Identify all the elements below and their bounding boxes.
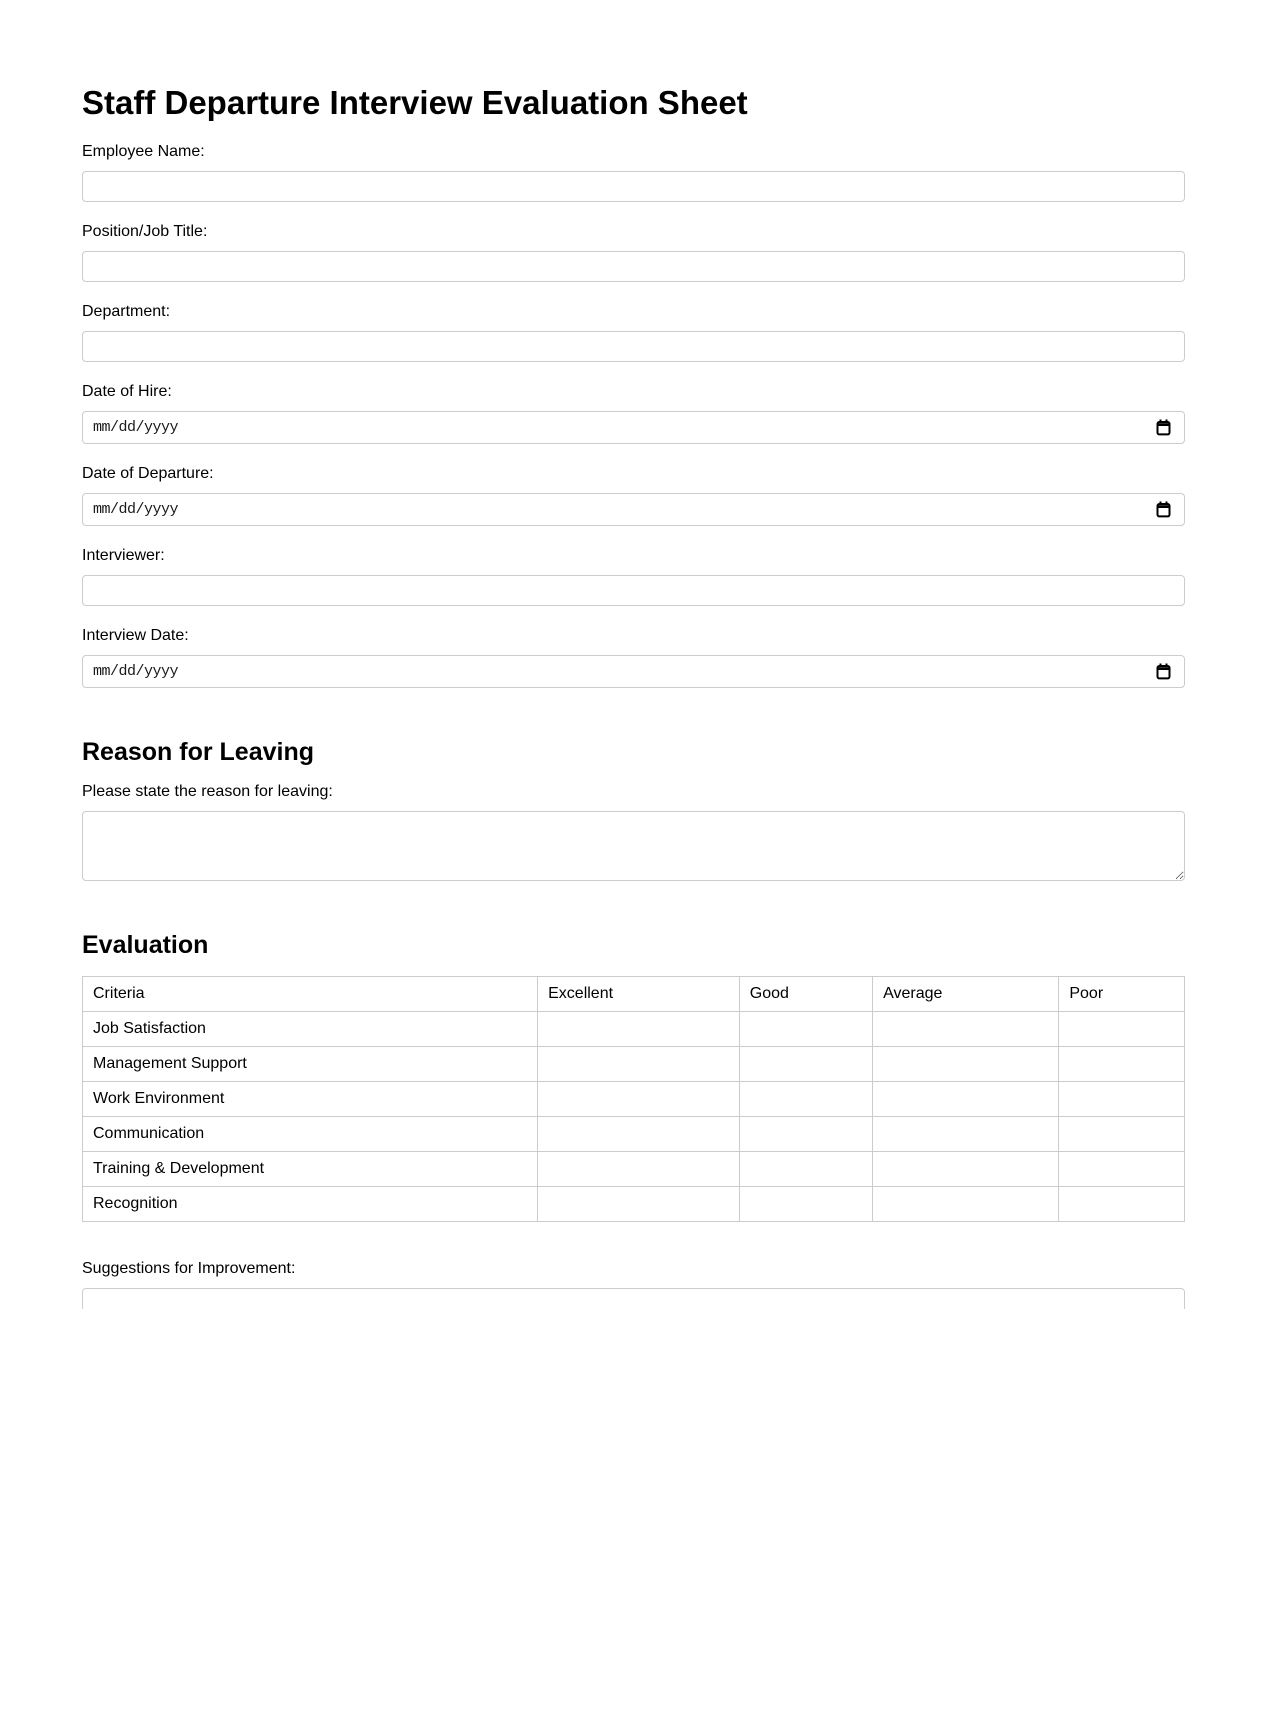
- field-interview-date: [82, 627, 1185, 688]
- rating-cell: [873, 1116, 1059, 1151]
- rating-cell: [739, 1011, 872, 1046]
- interviewer-label: Interviewer:: [82, 546, 165, 564]
- department-input[interactable]: [82, 331, 1185, 362]
- rating-cell: [739, 1116, 872, 1151]
- rating-cell: [538, 1116, 740, 1151]
- field-date-of-departure: [82, 465, 1185, 526]
- rating-cell: [1059, 1011, 1185, 1046]
- employee-name-input[interactable]: [82, 171, 1185, 202]
- interview-date-input[interactable]: [82, 655, 1185, 688]
- rating-cell: [1059, 1046, 1185, 1081]
- date-placeholder: mm/dd/yyyy: [93, 662, 179, 680]
- reason-prompt-label: Please state the reason for leaving:: [82, 782, 333, 800]
- criteria-cell: Work Environment: [83, 1081, 538, 1116]
- criteria-cell: Job Satisfaction: [83, 1011, 538, 1046]
- suggestions-textarea[interactable]: [82, 1288, 1185, 1309]
- interview-date-label: Interview Date:: [82, 626, 189, 644]
- table-row: [83, 1011, 1185, 1046]
- position-label: Position/Job Title:: [82, 222, 208, 240]
- rating-cell: [739, 1046, 872, 1081]
- date-placeholder: mm/dd/yyyy: [93, 418, 179, 436]
- field-position: [82, 223, 1185, 282]
- rating-cell: [873, 1011, 1059, 1046]
- header-excellent: Excellent: [538, 976, 740, 1011]
- table-row: [83, 1081, 1185, 1116]
- header-poor: Poor: [1059, 976, 1185, 1011]
- table-row: [83, 1186, 1185, 1221]
- rating-cell: [873, 1151, 1059, 1186]
- rating-cell: [873, 1186, 1059, 1221]
- rating-cell: [1059, 1151, 1185, 1186]
- header-average: Average: [873, 976, 1059, 1011]
- header-criteria: Criteria: [83, 976, 538, 1011]
- date-placeholder: mm/dd/yyyy: [93, 500, 179, 518]
- reason-textarea[interactable]: [82, 811, 1185, 881]
- evaluation-table: [82, 976, 1185, 1222]
- rating-cell: [1059, 1081, 1185, 1116]
- rating-cell: [873, 1046, 1059, 1081]
- rating-cell: [739, 1081, 872, 1116]
- field-department: [82, 303, 1185, 362]
- rating-cell: [1059, 1186, 1185, 1221]
- criteria-cell: Management Support: [83, 1046, 538, 1081]
- calendar-icon[interactable]: [1153, 417, 1174, 438]
- criteria-cell: Recognition: [83, 1186, 538, 1221]
- table-row: [83, 1151, 1185, 1186]
- field-date-of-hire: [82, 383, 1185, 444]
- reason-section-heading: Reason for Leaving: [82, 737, 314, 766]
- suggestions-label: Suggestions for Improvement:: [82, 1259, 296, 1277]
- header-good: Good: [739, 976, 872, 1011]
- date-of-departure-label: Date of Departure:: [82, 464, 214, 482]
- interviewer-input[interactable]: [82, 575, 1185, 606]
- rating-cell: [739, 1186, 872, 1221]
- table-row: [83, 1116, 1185, 1151]
- calendar-icon[interactable]: [1153, 661, 1174, 682]
- criteria-cell: Communication: [83, 1116, 538, 1151]
- date-of-hire-label: Date of Hire:: [82, 382, 172, 400]
- table-row: [83, 1046, 1185, 1081]
- rating-cell: [538, 1186, 740, 1221]
- rating-cell: [739, 1151, 872, 1186]
- employee-name-label: Employee Name:: [82, 142, 205, 160]
- calendar-icon[interactable]: [1153, 499, 1174, 520]
- date-of-departure-input[interactable]: [82, 493, 1185, 526]
- rating-cell: [538, 1046, 740, 1081]
- page-title: Staff Departure Interview Evaluation Sheet: [82, 84, 748, 121]
- rating-cell: [538, 1081, 740, 1116]
- criteria-cell: Training & Development: [83, 1151, 538, 1186]
- rating-cell: [538, 1151, 740, 1186]
- position-input[interactable]: [82, 251, 1185, 282]
- date-of-hire-input[interactable]: [82, 411, 1185, 444]
- evaluation-section-heading: Evaluation: [82, 930, 209, 959]
- department-label: Department:: [82, 302, 171, 320]
- rating-cell: [873, 1081, 1059, 1116]
- table-header-row: [83, 976, 1185, 1011]
- clipped-textarea-region: [82, 1288, 1185, 1309]
- rating-cell: [538, 1011, 740, 1046]
- field-interviewer: [82, 547, 1185, 606]
- rating-cell: [1059, 1116, 1185, 1151]
- field-employee-name: [82, 143, 1185, 202]
